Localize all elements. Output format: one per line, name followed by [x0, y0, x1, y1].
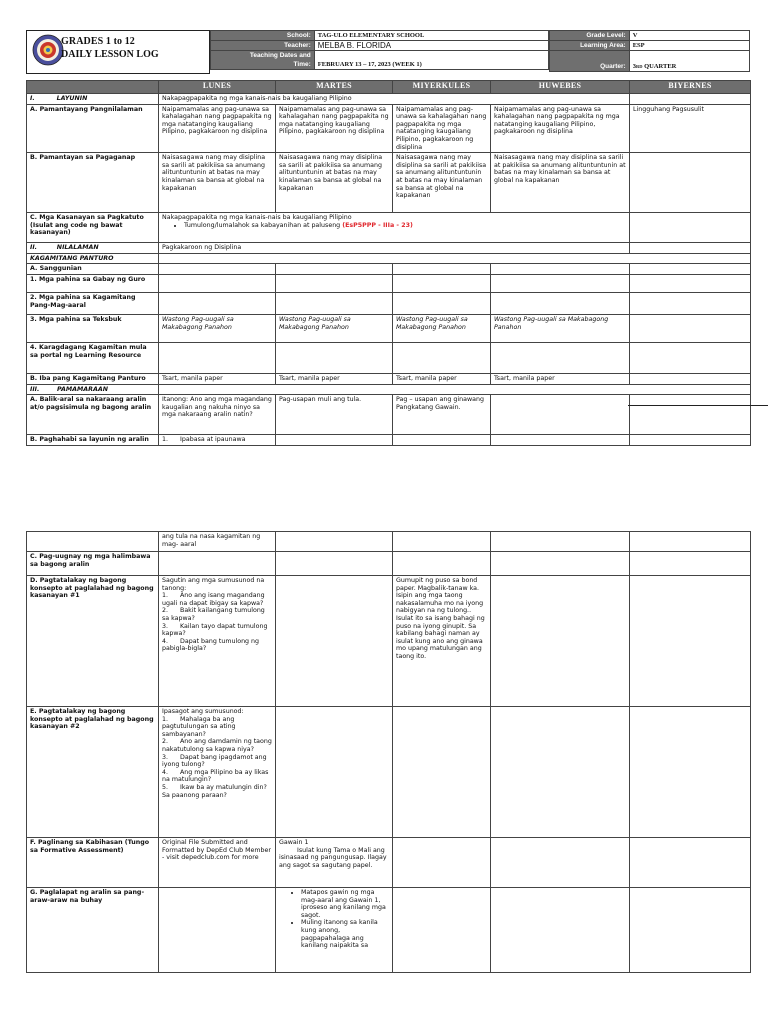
gawain-text — [279, 847, 389, 870]
cell-huwebes: Naisasagawa nang may disiplina sa sarili at pakikiisa sa anumang alituntuntunin at batas na may kinalaman sa bansa at global na kapakanan — [491, 153, 630, 213]
cell-miyerkules: Tsart, manila paper — [393, 373, 491, 384]
empty-cell — [630, 153, 751, 213]
empty-cell — [159, 552, 276, 576]
empty-cell — [27, 532, 159, 552]
list-item: 4. Dapat bang tumulong ng pabigla-bigla? — [162, 637, 260, 653]
list-item: 4. Ang mga Pilipino ba ay likas na matulungin? — [162, 768, 269, 784]
list-item: 1. Mahalaga ba ang pagtutulungan sa ating sambayanan? — [162, 715, 236, 738]
row-label-kasanayan: C. Mga Kasanayan sa Pagkatuto (Isulat ang code ng bawat kasanayan) — [27, 213, 159, 243]
day-huwebes: HUWEBES — [491, 81, 630, 94]
empty-cell — [393, 552, 491, 576]
empty-cell — [276, 707, 393, 838]
kasanayan-cell — [159, 213, 630, 243]
lesson-log-table-1 — [26, 80, 751, 446]
empty-cell — [276, 552, 393, 576]
empty-cell — [491, 552, 630, 576]
quarter-label: Quarter: — [550, 51, 630, 72]
question-text: Mahalaga ba ang pagtutulungan sa ating sambayanan? — [162, 715, 236, 738]
empty-cell — [159, 888, 276, 973]
empty-cell — [159, 292, 276, 314]
row-label-pagtatalakay-1: D. Pagtatalakay ng bagong konsepto at paglalahad ng bagong kasanayan #1 — [27, 576, 159, 707]
empty-cell — [276, 576, 393, 707]
section-pamamaraan: III. PAMAMARAAN — [27, 384, 159, 395]
table-row — [27, 314, 751, 342]
empty-cell — [491, 576, 630, 707]
kasanayan-list — [162, 222, 626, 230]
empty-cell — [393, 707, 491, 838]
table-row — [27, 243, 751, 254]
section-layunin: I. LAYUNIN — [27, 94, 159, 105]
question-text: Kailan tayo dapat tumulong kapwa? — [162, 622, 268, 638]
dates-label-line2: Time: — [293, 61, 311, 68]
empty-cell — [630, 838, 751, 888]
empty-cell — [159, 264, 276, 275]
kasanayan-code: (EsP5PPP - IIIa - 23) — [342, 221, 413, 229]
header-info-left — [210, 30, 549, 70]
cell-lunes — [159, 576, 276, 707]
margin-line — [628, 405, 768, 406]
quarter-suffix: RD — [635, 64, 643, 69]
cell-huwebes: Tsart, manila paper — [491, 373, 630, 384]
cell-miyerkules: Wastong Pag-uugali sa Makabagong Panahon — [393, 314, 491, 342]
empty-cell — [491, 888, 630, 973]
day-martes: MARTES — [276, 81, 393, 94]
empty-cell — [630, 395, 751, 435]
cell-lunes: Wastong Pag-uugali sa Makabagong Panahon — [159, 314, 276, 342]
question-text: Ano ang damdamin ng taong nakatutulong sa kapwa niya? — [162, 738, 272, 753]
empty-cell — [491, 395, 630, 435]
empty-cell — [491, 264, 630, 275]
list-item: 2. Bakit kailangang tumulong sa kapwa? — [162, 607, 265, 622]
row-label-karagdagang-kagamitan: 4. Karagdagang Kagamitan mula sa portal ng Learning Resource — [27, 342, 159, 373]
row-label-paglinang: F. Paglinang sa Kabihasan (Tungo sa Formative Assessment) — [27, 838, 159, 888]
cell-lunes: ang tula na nasa kagamitan ng mag- aaral — [159, 532, 276, 552]
dates-value: FEBRUARY 13 – 17, 2023 (WEEK 1) — [314, 51, 548, 70]
empty-cell — [630, 94, 751, 105]
table-row — [27, 552, 751, 576]
cell-martes — [276, 888, 393, 973]
cell-huwebes: Naipamamalas ang pag-unawa sa kahalagahan nang pagpapakita ng mga natatanging kaugaliang Pilipino, pagkakaroon ng disiplina — [491, 104, 630, 153]
question-text: Ang mga Pilipino ba ay likas na matulungin? — [162, 768, 269, 784]
title-grades: GRADES 1 to 12 — [61, 36, 135, 47]
gawain-instructions: Isulat kung Tama o Mali ang isinasaad ng pangungusap. Ilagay ang sagot sa sagutang papel. — [279, 846, 387, 869]
school-value: TAG-ULO ELEMENTARY SCHOOL — [314, 31, 548, 41]
table-row — [27, 292, 751, 314]
cell-miyerkules: Naisasagawa nang may disiplina sa sarili at pakikiisa sa anumang alituntuntunin at batas na may kinalaman sa bansa at global na kapakanan — [393, 153, 491, 213]
empty-cell — [393, 292, 491, 314]
row-label-gabay-ng-guro: 1. Mga pahina sa Gabay ng Guro — [27, 274, 159, 292]
empty-cell — [393, 435, 491, 446]
quarter-value — [629, 51, 749, 72]
table-row — [27, 153, 751, 213]
empty-cell — [491, 838, 630, 888]
quarter-number: 3 — [632, 63, 636, 70]
deped-seal-icon — [32, 34, 64, 66]
empty-cell — [393, 532, 491, 552]
table-row — [27, 435, 751, 446]
empty-cell — [630, 264, 751, 275]
cell-lunes — [159, 707, 276, 838]
empty-cell — [276, 264, 393, 275]
empty-cell — [276, 532, 393, 552]
cell-lunes: Tsart, manila paper — [159, 373, 276, 384]
cell-martes: Tsart, manila paper — [276, 373, 393, 384]
row-label-pamantayang-pangnilalaman: A. Pamantayang Pangnilalaman — [27, 104, 159, 153]
empty-cell — [276, 342, 393, 373]
empty-cell — [159, 253, 751, 264]
lesson-log-table-2 — [26, 531, 751, 973]
list-item — [184, 222, 626, 230]
cell-lunes: Itanong: Ano ang mga magandang kaugalian ang nakuha ninyo sa mga nakaraang aralin natin? — [159, 395, 276, 435]
empty-cell — [393, 838, 491, 888]
table-row — [27, 213, 751, 243]
day-miyerkules: MIYERKULES — [393, 81, 491, 94]
row-label-pag-uugnay: C. Pag-uugnay ng mga halimbawa sa bagong aralin — [27, 552, 159, 576]
empty-cell — [393, 274, 491, 292]
question-intro: Sagutin ang mga sumusunod na tanong: — [162, 577, 265, 592]
layunin-text: Nakapagpapakita ng mga kanais-nais ba kaugaliang Pilipino — [159, 94, 630, 105]
empty-cell — [159, 342, 276, 373]
empty-cell — [491, 435, 630, 446]
table-row — [27, 373, 751, 384]
cell-lunes: Original File Submitted and Formatted by DepEd Club Member - visit depedclub.com for more — [159, 838, 276, 888]
table-row — [27, 532, 751, 552]
table-row — [27, 838, 751, 888]
row-label-kagamitang-pang-mag-aaral: 2. Mga pahina sa Kagamitang Pang-Mag-aaral — [27, 292, 159, 314]
table-row — [27, 253, 751, 264]
empty-cell — [393, 888, 491, 973]
table-row — [27, 707, 751, 838]
empty-cell — [630, 274, 751, 292]
empty-cell — [491, 292, 630, 314]
empty-cell — [159, 384, 751, 395]
corner-cell — [27, 81, 159, 94]
row-label-iba-pang-kagamitan: B. Iba pang Kagamitang Panturo — [27, 373, 159, 384]
empty-cell — [630, 888, 751, 973]
table-row — [27, 264, 751, 275]
empty-cell — [630, 243, 751, 254]
row-label-pamantayan-sa-pagaganap: B. Pamantayan sa Pagaganap — [27, 153, 159, 213]
empty-cell — [630, 552, 751, 576]
cell-miyerkules: Pag – usapan ang ginawang Pangkatang Gawain. — [393, 395, 491, 435]
cell-martes: Wastong Pag-uugali sa Makabagong Panahon — [276, 314, 393, 342]
item-text: Ipabasa at ipaunawa — [180, 436, 246, 444]
row-label-sanggunian: A. Sanggunian — [27, 264, 159, 275]
empty-cell — [276, 435, 393, 446]
cell-miyerkules: Gumupit ng puso sa bond paper. Magbalik-tanaw ka. Isipin ang mga taong nakasalamuha mo na iyong nabigyan na ng tulong.. Isulat ito sa isang bahagi ng puso na iyong ginupit. Sa kabilang bahagi naman ay isulat kung ano ang ginawa mo upang matulungan ang taong ito. — [393, 576, 491, 707]
kasanayan-text: Nakapagpapakita ng mga kanais-nais ba kaugaliang Pilipino — [162, 214, 352, 222]
list-item: 3. Kailan tayo dapat tumulong kapwa? — [162, 622, 268, 638]
question-text: Ano ang isang magandang ugali na dapat ibigay sa kapwa? — [162, 592, 265, 607]
item-number: 1. — [162, 436, 169, 444]
row-label-balik-aral: A. Balik-aral sa nakaraang aralin at/o pagsisimula ng bagong aralin — [27, 395, 159, 435]
section-nilalaman: II. NILALAMAN — [27, 243, 159, 254]
list-item: 1. Ano ang isang magandang ugali na dapat ibigay sa kapwa? — [162, 592, 265, 607]
header-info-right — [549, 30, 750, 72]
empty-cell — [393, 342, 491, 373]
empty-cell — [276, 274, 393, 292]
list-item: 3. Dapat bang ipagdamot ang iyong tulong? — [162, 753, 267, 769]
question-text: Bakit kailangang tumulong sa kapwa? — [162, 607, 265, 622]
table-row — [27, 342, 751, 373]
empty-cell — [630, 576, 751, 707]
school-label: School: — [211, 31, 315, 41]
row-label-teksbuk: 3. Mga pahina sa Teksbuk — [27, 314, 159, 342]
empty-cell — [630, 342, 751, 373]
question-intro: Ipasagot ang sumusunod: — [162, 708, 244, 715]
cell-martes — [276, 838, 393, 888]
learning-area-value: ESP — [629, 41, 749, 51]
table-row — [27, 274, 751, 292]
document-header — [26, 30, 750, 74]
cell-martes: Naipamamalas ang pag-unawa sa kahalagahan nang pagpapakita ng mga natatanging kaugaliang Pilipino, pagkakaroon ng disiplina — [276, 104, 393, 153]
table-row — [27, 395, 751, 435]
list-item: • Matapos gawin ng mga mag-aaral ang Gawain 1, iproseso ang kanilang mga sagot. — [301, 889, 389, 919]
row-label-paglalapat: G. Paglalapat ng aralin sa pang-araw-araw na buhay — [27, 888, 159, 973]
cell-lunes: Naipamamalas ang pag-unawa sa kahalagahan nang pagpapakita ng mga natatanging kaugaliang Pilipino, pagkakaroon ng disiplina — [159, 104, 276, 153]
teacher-label: Teacher: — [211, 41, 315, 51]
cell-lunes — [159, 435, 276, 446]
paglalapat-list — [279, 889, 389, 950]
table-row — [27, 104, 751, 153]
row-label-pagtatalakay-2: E. Pagtatalakay ng bagong konsepto at paglalahad ng bagong kasanayan #2 — [27, 707, 159, 838]
empty-cell — [630, 292, 751, 314]
day-lunes: LUNES — [159, 81, 276, 94]
section-kagamitang-panturo: KAGAMITANG PANTURO — [27, 253, 159, 264]
empty-cell — [630, 314, 751, 342]
title-daily-lesson-log: DAILY LESSON LOG — [61, 49, 159, 60]
cell-martes: Pag-usapan muli ang tula. — [276, 395, 393, 435]
question-text: Ikaw ba ay matulungin din? Sa paanong paraan? — [162, 783, 267, 799]
empty-cell — [630, 435, 751, 446]
quarter-word: QUARTER — [642, 63, 677, 70]
dates-label-line1: Teaching Dates and — [249, 52, 311, 59]
day-header-row — [27, 81, 751, 94]
grade-level-label: Grade Level: — [550, 31, 630, 41]
empty-cell — [630, 373, 751, 384]
table-row — [27, 94, 751, 105]
dates-label — [211, 51, 315, 70]
learning-area-label: Learning Area: — [550, 41, 630, 51]
empty-cell — [630, 532, 751, 552]
empty-cell — [491, 707, 630, 838]
empty-cell — [630, 707, 751, 838]
grade-level-value: V — [629, 31, 749, 41]
nilalaman-text: Pagkakaroon ng Disiplina — [159, 243, 630, 254]
kasanayan-bullet-text: Tumulong/lumalahok sa kabayanihan at paluseng — [184, 221, 343, 229]
row-label-paghahabi: B. Paghahabi sa layunin ng aralin — [27, 435, 159, 446]
table-row — [27, 576, 751, 707]
cell-biyernes: Lingguhang Pagsusulit — [630, 104, 751, 153]
empty-cell — [276, 292, 393, 314]
empty-cell — [491, 342, 630, 373]
cell-huwebes: Wastong Pag-uugali sa Makabagong Panahon — [491, 314, 630, 342]
empty-cell — [491, 532, 630, 552]
list-item: 2. Ano ang damdamin ng taong nakatutulong sa kapwa niya? — [162, 738, 272, 753]
empty-cell — [491, 274, 630, 292]
empty-cell — [159, 274, 276, 292]
cell-lunes: Naisasagawa nang may disiplina sa sarili at pakikiisa sa anumang alituntuntunin at batas na may kinalaman sa bansa at global na kapakanan — [159, 153, 276, 213]
gawain-title: Gawain 1 — [279, 839, 309, 846]
table-row — [27, 888, 751, 973]
list-item: • Muling itanong sa kanila kung anong, pagpapahalaga ang kanilang naipakita sa — [301, 919, 389, 949]
cell-miyerkules: Naipamamalas ang pag-unawa sa kahalagahan nang pagpapakita ng mga natatanging kaugaliang Pilipino, pagkakaroon ng disiplina — [393, 104, 491, 153]
empty-cell — [630, 213, 751, 243]
teacher-value: MELBA B. FLORIDA — [314, 41, 548, 51]
empty-cell — [393, 264, 491, 275]
day-biyernes: BIYERNES — [630, 81, 751, 94]
question-text: Dapat bang ipagdamot ang iyong tulong? — [162, 753, 267, 769]
table-row — [27, 384, 751, 395]
title-box — [26, 30, 210, 74]
cell-martes: Naisasagawa nang may disiplina sa sarili at pakikiisa sa anumang alituntuntunin at batas na may kinalaman sa bansa at global na kapakanan — [276, 153, 393, 213]
question-text: Dapat bang tumulong ng pabigla-bigla? — [162, 637, 260, 653]
list-item: 5. Ikaw ba ay matulungin din? Sa paanong paraan? — [162, 783, 267, 799]
